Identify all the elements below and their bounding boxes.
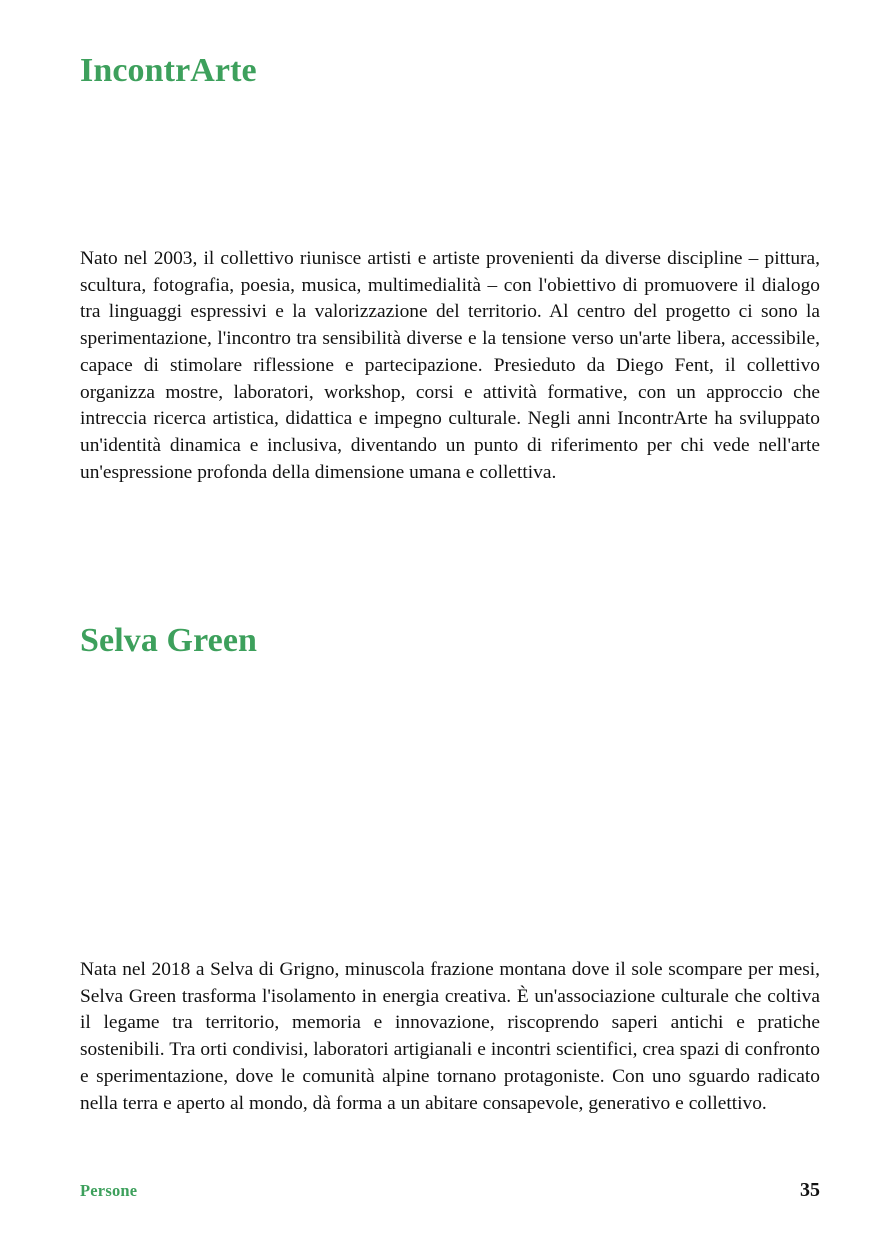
section-heading-incontrarte: IncontrArte: [80, 52, 257, 89]
section-figure-placeholder-incontrarte: [80, 100, 820, 240]
section-body-incontrarte: Nato nel 2003, il collettivo riunisce artisti e artiste provenienti da diverse discipline – pittura, scultura, fotografia, poesia, musica, multimedialità – con l'obiettivo di promuovere il dialogo tra linguaggi espressivi e la valorizzazione del territorio. Al centro del progetto ci sono la sperimentazione, l'incontro tra sensibilità diverse e la tensione verso un'arte libera, accessibile, capace di stimolare riflessione e partecipazione. Presieduto da Diego Fent, il collettivo organizza mostre, laboratori, workshop, corsi e attività formative, con un approccio che intreccia ricerca artistica, didattica e impegno culturale. Negli anni IncontrArte ha sviluppato un'identità dinamica e inclusiva, diventando un punto di riferimento per chi vede nell'arte un'espressione profonda della dimensione umana e collettiva.: [80, 248, 820, 483]
section-heading-selva-green: Selva Green: [80, 622, 258, 659]
page-footer: [80, 1180, 820, 1201]
footer-page-number: 35: [800, 1179, 820, 1201]
footer-section-label: Persone: [80, 1181, 138, 1200]
section-figure-placeholder-selva-green: [80, 672, 820, 952]
section-body-selva-green: Nata nel 2018 a Selva di Grigno, minuscola frazione montana dove il sole scompare per mesi, Selva Green trasforma l'isolamento in energia creativa. È un'associazione culturale che coltiva il legame tra territorio, memoria e innovazione, riscoprendo saperi antichi e pratiche sostenibili. Tra orti condivisi, laboratori artigianali e incontri scientifici, crea spazi di confronto e sperimentazione, dove le comunità alpine tornano protagoniste. Con uno sguardo radicato nella terra e aperto al mondo, dà forma a un abitare consapevole, generativo e collettivo.: [80, 959, 820, 1114]
